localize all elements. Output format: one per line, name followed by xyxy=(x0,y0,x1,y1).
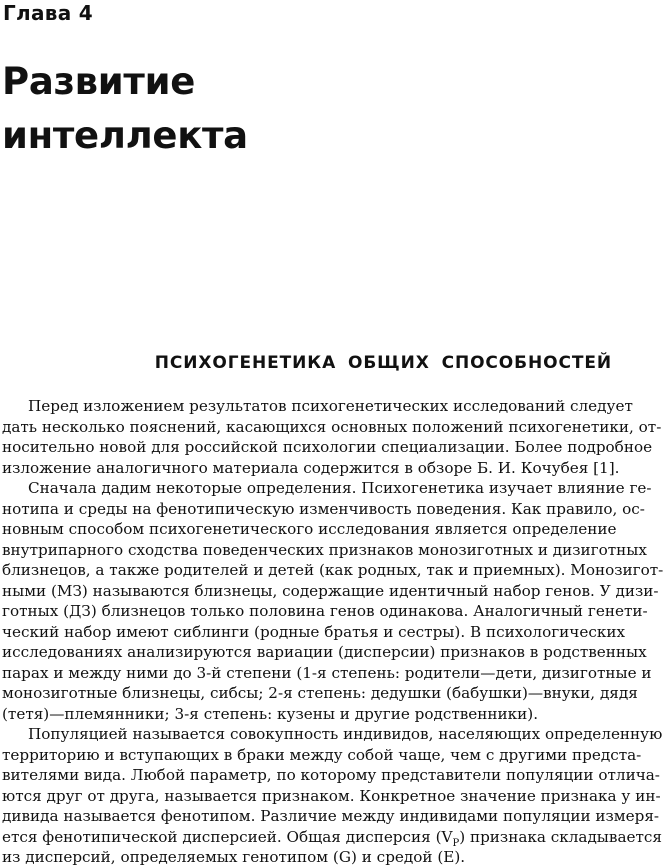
chapter-title-line-2: интеллекта xyxy=(2,114,248,157)
text-line: дать несколько пояснений, касающихся основных положений психогенетики, от- xyxy=(2,417,662,436)
text-line: нотипа и среды на фенотипическую изменчивость поведения. Как правило, ос- xyxy=(2,499,645,518)
text-line: ными (МЗ) называются близнецы, содержащие идентичный набор генов. У дизи- xyxy=(2,581,659,600)
text-line: близнецов, а также родителей и детей (как родных, так и приемных). Монозигот- xyxy=(2,561,663,579)
text-line: исследованиях анализируются вариации (дисперсии) признаков в родственных xyxy=(2,643,647,661)
subscript-p: P xyxy=(452,837,460,849)
text-line: территорию и вступающих в браки между собой чаще, чем с другими предста- xyxy=(2,745,642,764)
text-line: внутрипарного сходства поведенческих признаков монозиготных и дизиготных xyxy=(2,540,647,559)
text-line: Перед изложением результатов психогенетических исследований следует xyxy=(28,397,633,415)
text-line xyxy=(2,827,662,849)
text-line: из дисперсий, определяемых генотипом (G) и средой (E). xyxy=(2,848,466,866)
text-line: изложение аналогичного материала содержится в обзоре Б. И. Кочубея [1]. xyxy=(2,458,620,477)
chapter-label: Глава 4 xyxy=(3,1,94,25)
chapter-title xyxy=(2,55,612,163)
text-line: парах и между ними до 3-й степени (1-я степень: родители—дети, дизиготные и xyxy=(2,663,652,682)
text-line: носительно новой для российской психологии специализации. Более подробное xyxy=(2,438,653,456)
chapter-title-line-1: Развитие xyxy=(2,60,195,103)
text-segment: ) признака складывается xyxy=(459,827,662,846)
text-line: (тетя)—племянники; 3-я степень: кузены и другие родственники). xyxy=(2,704,539,723)
section-heading: ПСИХОГЕНЕТИКА ОБЩИХ СПОСОБНОСТЕЙ xyxy=(154,353,612,373)
text-line: вителями вида. Любой параметр, по которому представители популяции отлича- xyxy=(2,766,660,784)
body-text xyxy=(2,396,663,868)
text-line: новным способом психогенетического исследования является определение xyxy=(2,520,617,538)
text-line: Популяцией называется совокупность индивидов, населяющих определенную xyxy=(28,725,663,743)
text-line: дивида называется фенотипом. Различие между индивидами популяции измеря- xyxy=(2,807,660,825)
text-line: Сначала дадим некоторые определения. Психогенетика изучает влияние ге- xyxy=(28,479,652,497)
text-line: монозиготные близнецы, сибсы; 2-я степень: дедушки (бабушки)—внуки, дядя xyxy=(2,684,638,702)
text-line: готных (ДЗ) близнецов только половина генов одинакова. Аналогичный генети- xyxy=(2,602,648,620)
text-line: ческий набор имеют сиблинги (родные братья и сестры). В психологических xyxy=(2,622,626,641)
text-line: ются друг от друга, называется признаком. Конкретное значение признака у ин- xyxy=(2,786,661,805)
text-segment: ется фенотипической дисперсией. Общая дисперсия (V xyxy=(2,827,453,846)
